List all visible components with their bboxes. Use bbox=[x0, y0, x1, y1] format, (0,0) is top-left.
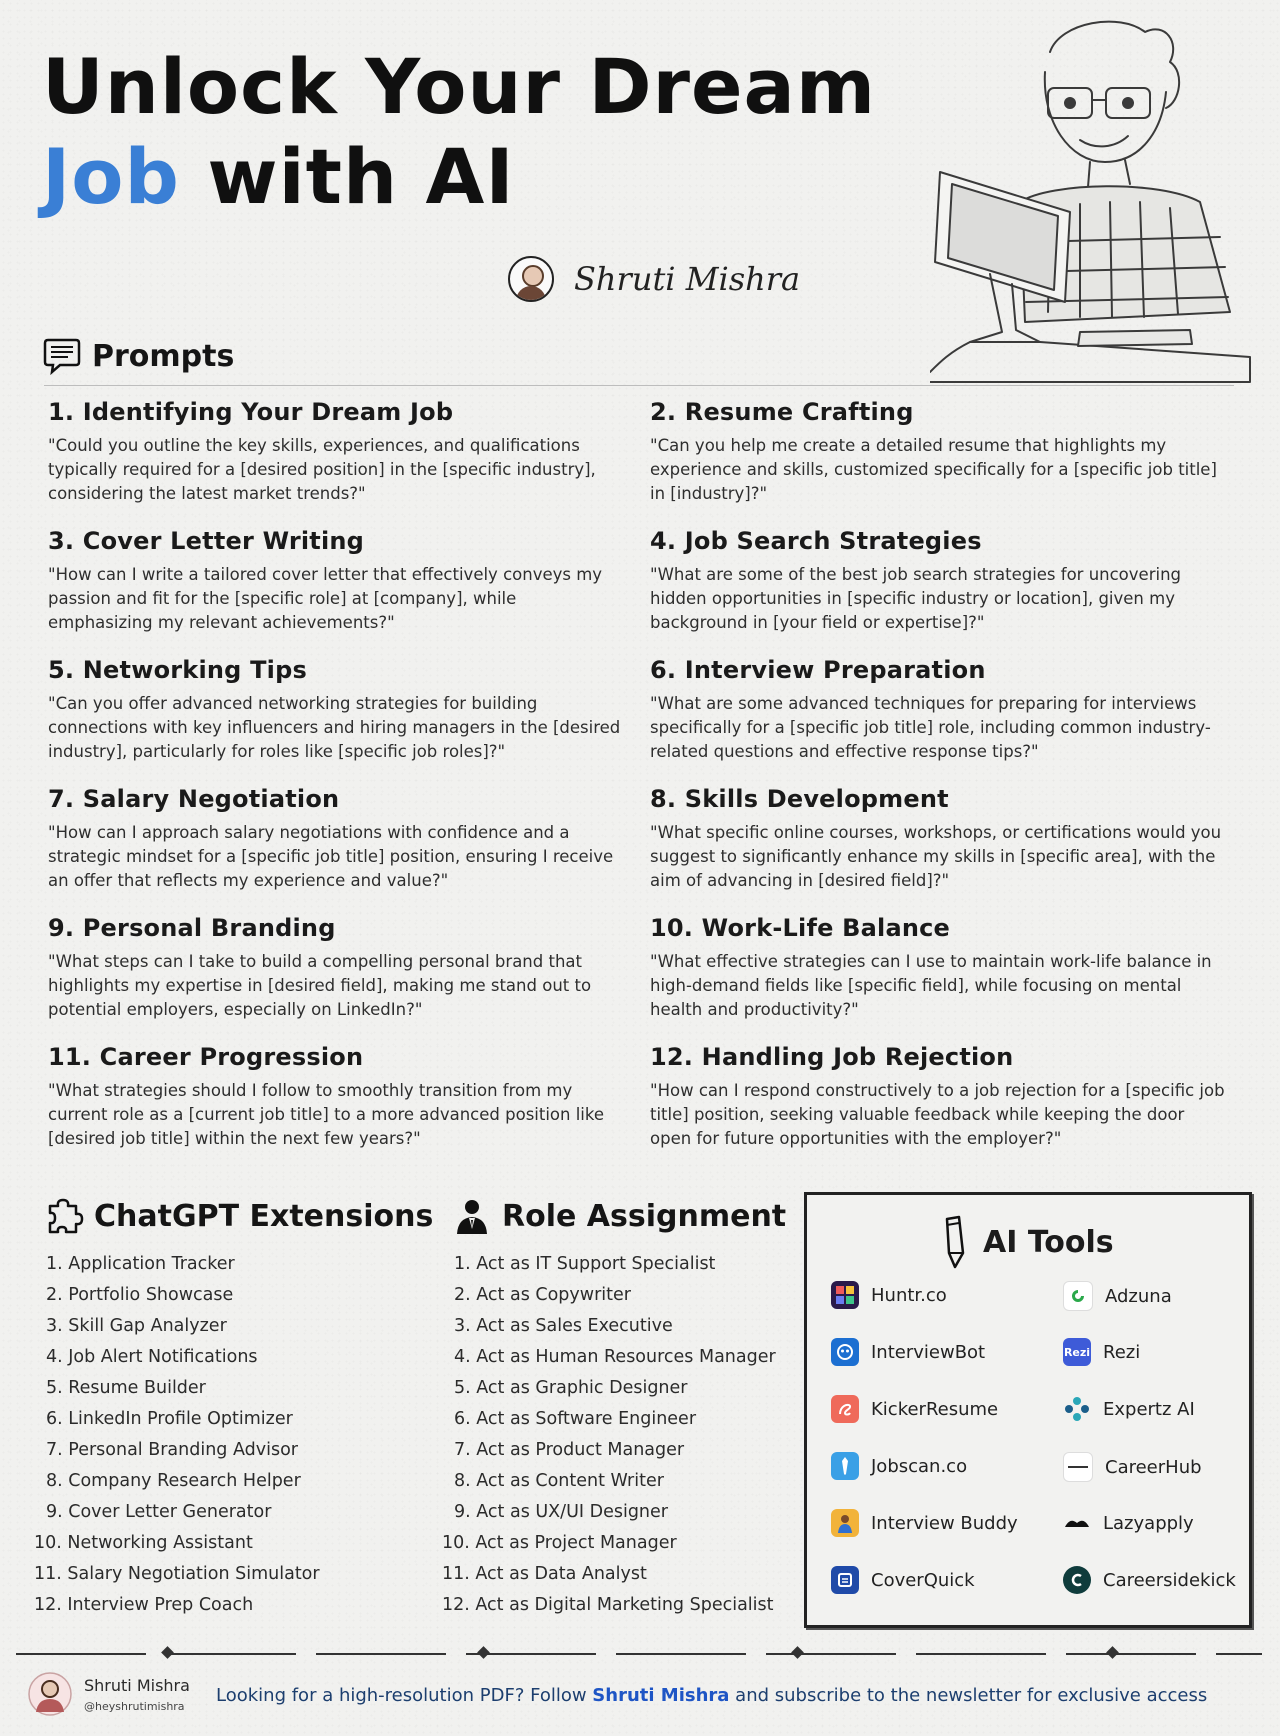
prompt-title: 10. Work-Life Balance bbox=[650, 914, 951, 942]
tool-item bbox=[831, 1338, 985, 1366]
tools-heading bbox=[937, 1215, 1114, 1269]
extension-item: 2. Portfolio Showcase bbox=[46, 1285, 234, 1305]
prompt-title: 4. Job Search Strategies bbox=[650, 527, 982, 555]
prompt-text: "Can you offer advanced networking strategies for building connections with key influencers and hiring managers in the [desired industry], particularly for roles like [specific job roles]?" bbox=[48, 694, 621, 761]
coverquick-logo-icon bbox=[831, 1566, 859, 1594]
tool-item bbox=[831, 1395, 998, 1423]
prompt-text: "What steps can I take to build a compelling personal brand that highlights my expertise in [desired field], making me stand out to potential employers, especially on LinkedIn?" bbox=[48, 952, 592, 1019]
prompt-text: "How can I respond constructively to a job rejection for a [specific job title] position, seeking valuable feedback while keeping the door open for future opportunities with the employer?" bbox=[650, 1081, 1225, 1148]
prompt-card bbox=[650, 914, 1225, 1022]
prompt-card bbox=[650, 785, 1225, 893]
tool-name: Rezi bbox=[1103, 1341, 1141, 1363]
role-item: 12. Act as Digital Marketing Specialist bbox=[442, 1595, 774, 1615]
prompt-text: "Can you help me create a detailed resume that highlights my experience and skills, customized specifically for a [specific job title] in [industry]?" bbox=[650, 436, 1217, 503]
prompt-title: 7. Salary Negotiation bbox=[48, 785, 340, 813]
prompt-card bbox=[650, 1043, 1225, 1151]
author-name: Shruti Mishra bbox=[574, 260, 801, 298]
divider-diamond bbox=[1106, 1646, 1119, 1659]
page-title bbox=[42, 42, 876, 222]
extension-item: 5. Resume Builder bbox=[46, 1378, 206, 1398]
footer-author-name: Shruti Mishra bbox=[84, 1676, 190, 1695]
section-divider bbox=[44, 385, 1234, 386]
prompt-title: 1. Identifying Your Dream Job bbox=[48, 398, 454, 426]
adzuna-logo-icon bbox=[1063, 1281, 1093, 1311]
expertz-logo-icon bbox=[1063, 1395, 1091, 1423]
extension-item: 3. Skill Gap Analyzer bbox=[46, 1316, 227, 1336]
author-avatar bbox=[508, 256, 554, 302]
divider-diamond bbox=[791, 1646, 804, 1659]
extension-item: 8. Company Research Helper bbox=[46, 1471, 301, 1491]
prompts-heading bbox=[42, 336, 234, 376]
role-item: 6. Act as Software Engineer bbox=[454, 1409, 697, 1429]
footer-cta-text-end: and subscribe to the newsletter for exclusive access bbox=[729, 1685, 1208, 1706]
role-item: 7. Act as Product Manager bbox=[454, 1440, 685, 1460]
tool-name: CoverQuick bbox=[871, 1569, 975, 1591]
prompt-title: 6. Interview Preparation bbox=[650, 656, 986, 684]
tool-name: CareerHub bbox=[1105, 1456, 1202, 1478]
prompt-text: "What are some of the best job search strategies for uncovering hidden opportunities in [specific industry or location], given my background in [your field or expertise]?" bbox=[650, 565, 1181, 632]
developer-sketch-illustration bbox=[930, 12, 1260, 392]
author-badge bbox=[508, 256, 800, 302]
tool-name: KickerResume bbox=[871, 1398, 999, 1420]
huntr-logo-icon bbox=[831, 1281, 859, 1309]
tool-item bbox=[1063, 1338, 1140, 1366]
tool-name: Huntr.co bbox=[871, 1284, 947, 1306]
role-item: 1. Act as IT Support Specialist bbox=[454, 1254, 716, 1274]
prompt-card bbox=[650, 398, 1225, 506]
extension-item: 12. Interview Prep Coach bbox=[34, 1595, 254, 1615]
extension-item: 10. Networking Assistant bbox=[34, 1533, 253, 1553]
prompt-card bbox=[48, 398, 623, 506]
prompt-card bbox=[48, 1043, 623, 1151]
divider-diamond bbox=[477, 1646, 490, 1659]
pencil-icon bbox=[937, 1215, 973, 1269]
prompt-title: 8. Skills Development bbox=[650, 785, 949, 813]
prompt-card bbox=[48, 785, 623, 893]
footer-cta-text: Looking for a high-resolution PDF? Follow bbox=[216, 1685, 593, 1706]
roles-heading-label: Role Assignment bbox=[502, 1198, 787, 1234]
prompt-text: "What specific online courses, workshops, or certifications would you suggest to significantly enhance my skills in [specific area], with the aim of advancing in [desired field]?" bbox=[650, 823, 1222, 890]
footer-cta bbox=[216, 1685, 1207, 1706]
title-accent-word: Job bbox=[42, 132, 180, 221]
title-line-2: with AI bbox=[179, 132, 515, 221]
tool-item bbox=[831, 1452, 967, 1480]
role-item: 3. Act as Sales Executive bbox=[454, 1316, 673, 1336]
tool-name: Jobscan.co bbox=[871, 1455, 968, 1477]
footer-avatar bbox=[28, 1672, 72, 1716]
extensions-heading-label: ChatGPT Extensions bbox=[94, 1198, 434, 1234]
jobscan-logo-icon bbox=[831, 1452, 859, 1480]
kickresume-logo-icon bbox=[831, 1395, 859, 1423]
prompt-card bbox=[650, 527, 1225, 635]
extensions-list bbox=[34, 1249, 320, 1621]
prompt-title: 3. Cover Letter Writing bbox=[48, 527, 365, 555]
prompt-title: 11. Career Progression bbox=[48, 1043, 364, 1071]
role-item: 10. Act as Project Manager bbox=[442, 1533, 677, 1553]
ai-tools-panel bbox=[804, 1192, 1252, 1628]
interviewbuddy-logo-icon bbox=[831, 1509, 859, 1537]
tool-item bbox=[1063, 1566, 1236, 1594]
role-item: 2. Act as Copywriter bbox=[454, 1285, 631, 1305]
prompt-text: "What effective strategies can I use to maintain work-life balance in high-demand fields like [specific field], while focusing on mental health and productivity?" bbox=[650, 952, 1212, 1019]
title-line-1: Unlock Your Dream bbox=[42, 42, 877, 131]
footer-author-handle: @heyshrutimishra bbox=[84, 1700, 185, 1713]
role-item: 5. Act as Graphic Designer bbox=[454, 1378, 688, 1398]
puzzle-piece-icon bbox=[44, 1196, 84, 1236]
tool-name: Lazyapply bbox=[1103, 1512, 1194, 1534]
prompt-title: 12. Handling Job Rejection bbox=[650, 1043, 1014, 1071]
tool-item bbox=[1063, 1281, 1172, 1311]
role-item: 9. Act as UX/UI Designer bbox=[454, 1502, 668, 1522]
role-item: 8. Act as Content Writer bbox=[454, 1471, 664, 1491]
prompt-title: 2. Resume Crafting bbox=[650, 398, 914, 426]
tool-name: Expertz AI bbox=[1103, 1398, 1195, 1420]
prompt-title: 5. Networking Tips bbox=[48, 656, 307, 684]
prompt-text: "How can I write a tailored cover letter that effectively conveys my passion and fit for the [specific role] at [company], while emphasizing my relevant achievements?" bbox=[48, 565, 603, 632]
extension-item: 6. LinkedIn Profile Optimizer bbox=[46, 1409, 293, 1429]
lazyapply-logo-icon bbox=[1063, 1509, 1091, 1537]
prompt-card bbox=[650, 656, 1225, 764]
rezi-logo-icon: Rezi bbox=[1063, 1338, 1091, 1366]
footer-divider bbox=[16, 1653, 1262, 1655]
extension-item: 4. Job Alert Notifications bbox=[46, 1347, 258, 1367]
footer-cta-link[interactable]: Shruti Mishra bbox=[592, 1685, 730, 1706]
role-item: 11. Act as Data Analyst bbox=[442, 1564, 647, 1584]
prompt-text: "Could you outline the key skills, experiences, and qualifications typically required for a [desired position] in the [specific industry], considering the latest market trends?" bbox=[48, 436, 596, 503]
tool-name: InterviewBot bbox=[871, 1341, 986, 1363]
roles-heading bbox=[452, 1196, 786, 1236]
prompts-heading-label: Prompts bbox=[92, 338, 235, 374]
chat-bubble-icon bbox=[42, 336, 82, 376]
businessman-icon bbox=[452, 1196, 492, 1236]
careersidekick-logo-icon bbox=[1063, 1566, 1091, 1594]
tool-name: Adzuna bbox=[1105, 1285, 1172, 1307]
careerhub-logo-icon bbox=[1063, 1452, 1093, 1482]
interviewbot-logo-icon bbox=[831, 1338, 859, 1366]
prompt-title: 9. Personal Branding bbox=[48, 914, 336, 942]
prompt-text: "What are some advanced techniques for preparing for interviews specifically for a [specific job title] role, including common industry-related questions and effective response tips?" bbox=[650, 694, 1211, 761]
divider-diamond bbox=[161, 1646, 174, 1659]
extension-item: 1. Application Tracker bbox=[46, 1254, 235, 1274]
tool-name: Careersidekick bbox=[1103, 1569, 1236, 1591]
tool-item bbox=[831, 1566, 975, 1594]
tool-name: Interview Buddy bbox=[871, 1512, 1018, 1534]
tool-item bbox=[831, 1281, 947, 1309]
extension-item: 9. Cover Letter Generator bbox=[46, 1502, 272, 1522]
prompt-card bbox=[48, 914, 623, 1022]
tools-heading-label: AI Tools bbox=[983, 1224, 1114, 1260]
role-item: 4. Act as Human Resources Manager bbox=[454, 1347, 776, 1367]
prompt-text: "How can I approach salary negotiations with confidence and a strategic mindset for a [specific job title] position, ensuring I receive an offer that reflects my experience and value?" bbox=[48, 823, 614, 890]
tool-item bbox=[1063, 1509, 1194, 1537]
prompt-text: "What strategies should I follow to smoothly transition from my current role as a [current job title] to a more advanced position like [desired job title] within the next few years?" bbox=[48, 1081, 605, 1148]
tool-item bbox=[831, 1509, 1018, 1537]
roles-list bbox=[442, 1249, 776, 1621]
extensions-heading bbox=[44, 1196, 433, 1236]
extension-item: 7. Personal Branding Advisor bbox=[46, 1440, 298, 1460]
prompt-card bbox=[48, 527, 623, 635]
prompt-card bbox=[48, 656, 623, 764]
extension-item: 11. Salary Negotiation Simulator bbox=[34, 1564, 320, 1584]
tool-item bbox=[1063, 1395, 1195, 1423]
tool-item bbox=[1063, 1452, 1202, 1482]
